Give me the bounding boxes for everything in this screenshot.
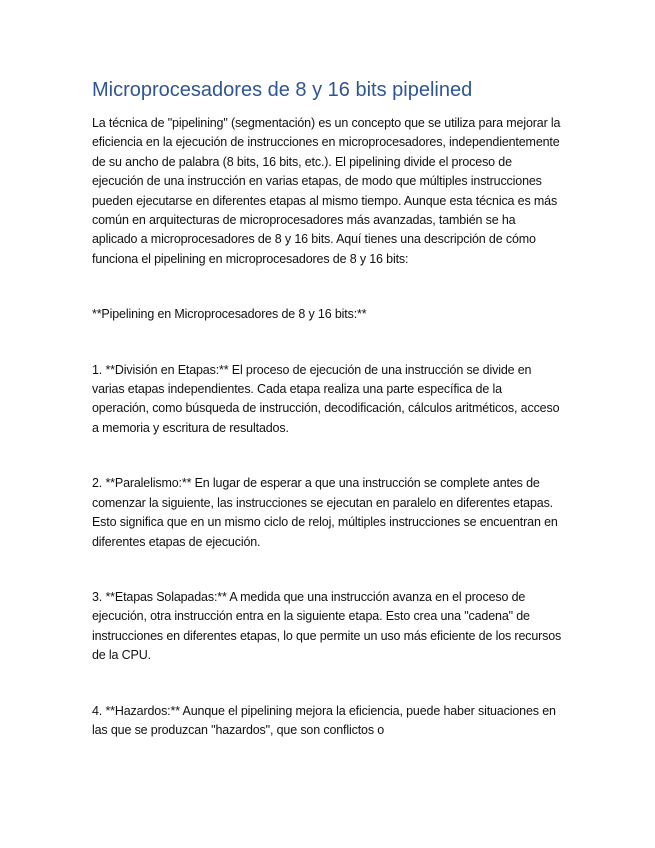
- document-title: Microprocesadores de 8 y 16 bits pipelined: [92, 79, 473, 101]
- paragraph-spacing: [92, 666, 562, 702]
- document-content: [92, 76, 562, 740]
- list-item-hazardos: 4. **Hazardos:** Aunque el pipelining mejora la eficiencia, puede haber situaciones en las que se produzcan "hazardos", que son conflictos o: [92, 703, 556, 737]
- paragraph-spacing: [92, 325, 562, 361]
- paragraph-spacing: [92, 269, 562, 305]
- paragraph-spacing: [92, 438, 562, 474]
- list-item-paralelismo: 2. **Paralelismo:** En lugar de esperar a que una instrucción se complete antes de comenzar la siguiente, las instrucciones se ejecutan en paralelo en diferentes etapas. Esto significa que en un mismo ciclo de reloj, múltiples instrucciones se encuentran en diferentes etapas de ejecución.: [92, 476, 558, 549]
- intro-paragraph: La técnica de "pipelining" (segmentación) es un concepto que se utiliza para mejorar la eficiencia en la ejecución de instrucciones en microprocesadores, independientemente de su ancho de palabra (8 bits, 16 bits, etc.). El pipelining divide el proceso de ejecución de una instrucción en varias etapas, de modo que múltiples instrucciones pueden ejecutarse en diferentes etapas al mismo tiempo. Aunque esta técnica es más común en arquitecturas de microprocesadores más avanzadas, también se ha aplicado a microprocesadores de 8 y 16 bits. Aquí tienes una descripción de cómo funciona el pipelining en microprocesadores de 8 y 16 bits:: [92, 116, 561, 266]
- list-item-division-en-etapas: 1. **División en Etapas:** El proceso de ejecución de una instrucción se divide en varias etapas independientes. Cada etapa realiza una parte específica de la operación, como búsqueda de instrucción, decodificación, cálculos aritméticos, acceso a memoria y escritura de resultados.: [92, 362, 560, 435]
- paragraph-spacing: [92, 552, 562, 588]
- list-item-etapas-solapadas: 3. **Etapas Solapadas:** A medida que una instrucción avanza en el proceso de ejecución, otra instrucción entra en la siguiente etapa. Esto crea una "cadena" de instrucciones en diferentes etapas, lo que permite un uso más eficiente de los recursos de la CPU.: [92, 589, 562, 663]
- section-heading: **Pipelining en Microprocesadores de 8 y 16 bits:**: [92, 307, 367, 322]
